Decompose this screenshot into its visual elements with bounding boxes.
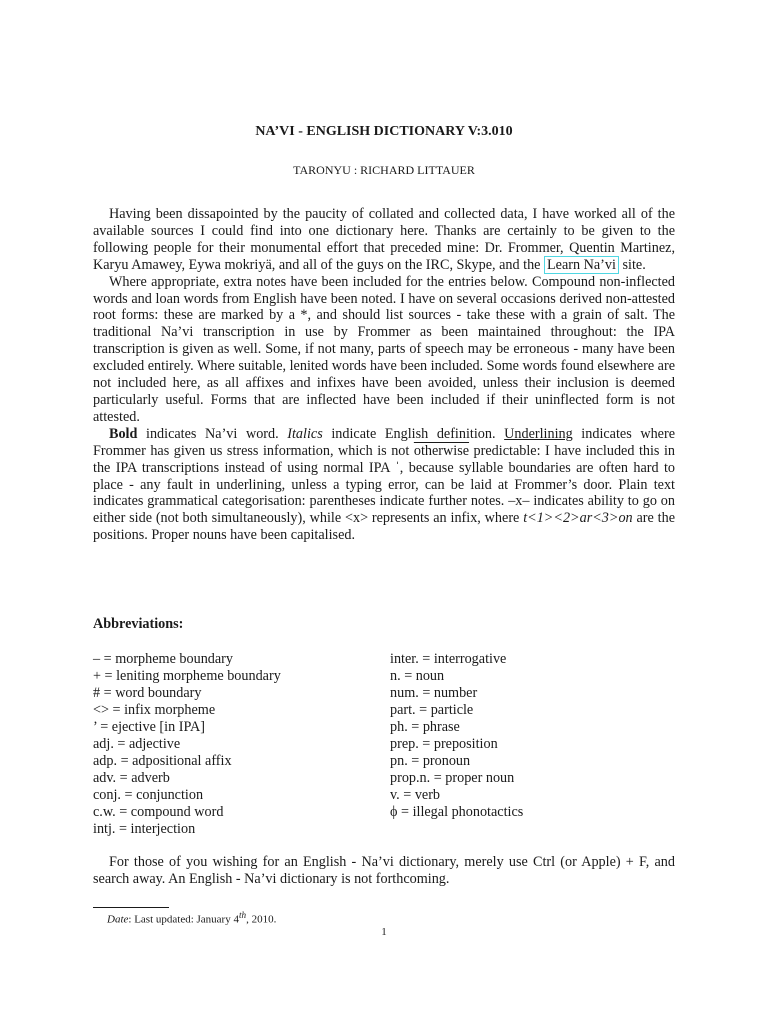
underlining-term: Underlining	[504, 425, 573, 442]
infix-example: t<1><2>ar<3>on	[523, 510, 633, 527]
abbreviations-right-column	[390, 651, 680, 821]
abbreviation-item: n. = noun	[390, 668, 445, 684]
intro-p3-a: indicates Na’vi word.	[137, 425, 288, 442]
abbreviation-item: num. = number	[390, 685, 478, 701]
abbreviation-item: + = leniting morpheme boundary	[93, 668, 281, 684]
footnote-text: : Last updated: January 4	[128, 913, 239, 926]
closing-section	[93, 854, 675, 888]
abbreviation-item: adv. = adverb	[93, 770, 170, 786]
abbreviation-item: intj. = interjection	[93, 821, 196, 837]
abbreviations-heading: Abbreviations:	[93, 616, 184, 632]
footnote-year: , 2010.	[246, 913, 277, 926]
abbreviation-item: adj. = adjective	[93, 736, 181, 752]
closing-paragraph: For those of you wishing for an English - Na’vi dictionary, merely use Ctrl (or Apple) + F, and search away. An English - Na’vi dictionary is not forthcoming.	[93, 854, 675, 887]
footnote	[107, 910, 276, 926]
intro-p3-e: are the positions. Proper nouns have been capitalised.	[93, 510, 675, 544]
footnote-label: Date	[107, 913, 129, 926]
otherwise-term: otherwise	[413, 442, 470, 459]
abbreviation-item: # = word boundary	[93, 685, 202, 701]
abbreviation-item: adp. = adpositional affix	[93, 753, 232, 769]
abbreviations-left-column	[93, 651, 383, 838]
abbreviation-item: pn. = pronoun	[390, 753, 471, 769]
abbreviation-item: prop.n. = proper noun	[390, 770, 515, 786]
abbreviation-item: v. = verb	[390, 787, 441, 803]
document-title: NA’VI - ENGLISH DICTIONARY V:3.010	[255, 124, 513, 139]
abbreviation-item: – = morpheme boundary	[93, 651, 233, 667]
abbreviation-item: part. = particle	[390, 702, 474, 718]
intro-paragraph-2: Where appropriate, extra notes have been included for the entries below. Compound non-inflected words and loan words from English have been noted. I have on several occasions derived non-attested root forms: these are marked by a *, and should list sources - take these with a grain of salt. The traditional Na’vi transcription in use by Frommer as been maintained throughout: the IPA transcription is given as well. Some, if not many, parts of speech may be erroneous - many have been excluded entirely. Where suitable, lenited words have been included. Some words found elsewhere are not included here, as all affixes and infixes have been avoided, unless their inclusion is deemed particularly useful. Forms that are inflected have been included if their uninflected form is not attested.	[93, 273, 675, 425]
footnote-sup: th	[238, 910, 247, 920]
abbreviation-item: c.w. = compound word	[93, 804, 224, 820]
abbreviation-item: ph. = phrase	[390, 719, 460, 735]
abbreviation-item: ϕ = illegal phonotactics	[390, 804, 524, 820]
bold-term: Bold	[109, 425, 138, 442]
intro-paragraph-3	[93, 426, 675, 544]
intro-p1-end: site.	[618, 256, 646, 273]
document-author: TARONYU : RICHARD LITTAUER	[293, 163, 475, 177]
intro-p1-text: Having been dissapointed by the paucity of collated and collected data, I have worked all of the available sources I could find into one dictionary here. Thanks are certainly to be given to the following people for their monumental effort that preceded mine: Dr. Frommer, Quentin Martinez, Karyu Amawey, Eywa mokriyä, and all of the guys on the IRC, Skype, and the	[93, 206, 675, 273]
learn-navi-link[interactable]: Learn Na’vi	[544, 256, 619, 274]
intro-p3-c: indicates where Frommer has given us stress information, which is not	[93, 425, 676, 459]
abbreviation-item: <> = infix morpheme	[93, 702, 216, 718]
intro-p3-b: indicate English definition.	[322, 425, 505, 442]
intro-section	[93, 206, 675, 544]
italics-term: Italics	[287, 425, 323, 442]
abbreviation-item: prep. = preposition	[390, 736, 498, 752]
intro-p3-d: predictable: I have included this in the IPA transcriptions instead of using normal IPA ˈ, because syllable boundaries are often hard to place - any fault in underlining, unless a typing error, can be laid at Frommer’s door. Plain text indicates grammatical categorisation: parentheses indicate further notes. –x– indicates ability to go on either side (not both simultaneously), while <x> represents an infix, where	[93, 442, 676, 527]
abbreviation-item: conj. = conjunction	[93, 787, 204, 803]
footnote-rule	[93, 907, 169, 908]
page-number: 1	[381, 926, 387, 938]
abbreviation-item: ’ = ejective [in IPA]	[93, 719, 206, 735]
intro-paragraph-1	[93, 206, 675, 274]
abbreviation-item: inter. = interrogative	[390, 651, 507, 667]
